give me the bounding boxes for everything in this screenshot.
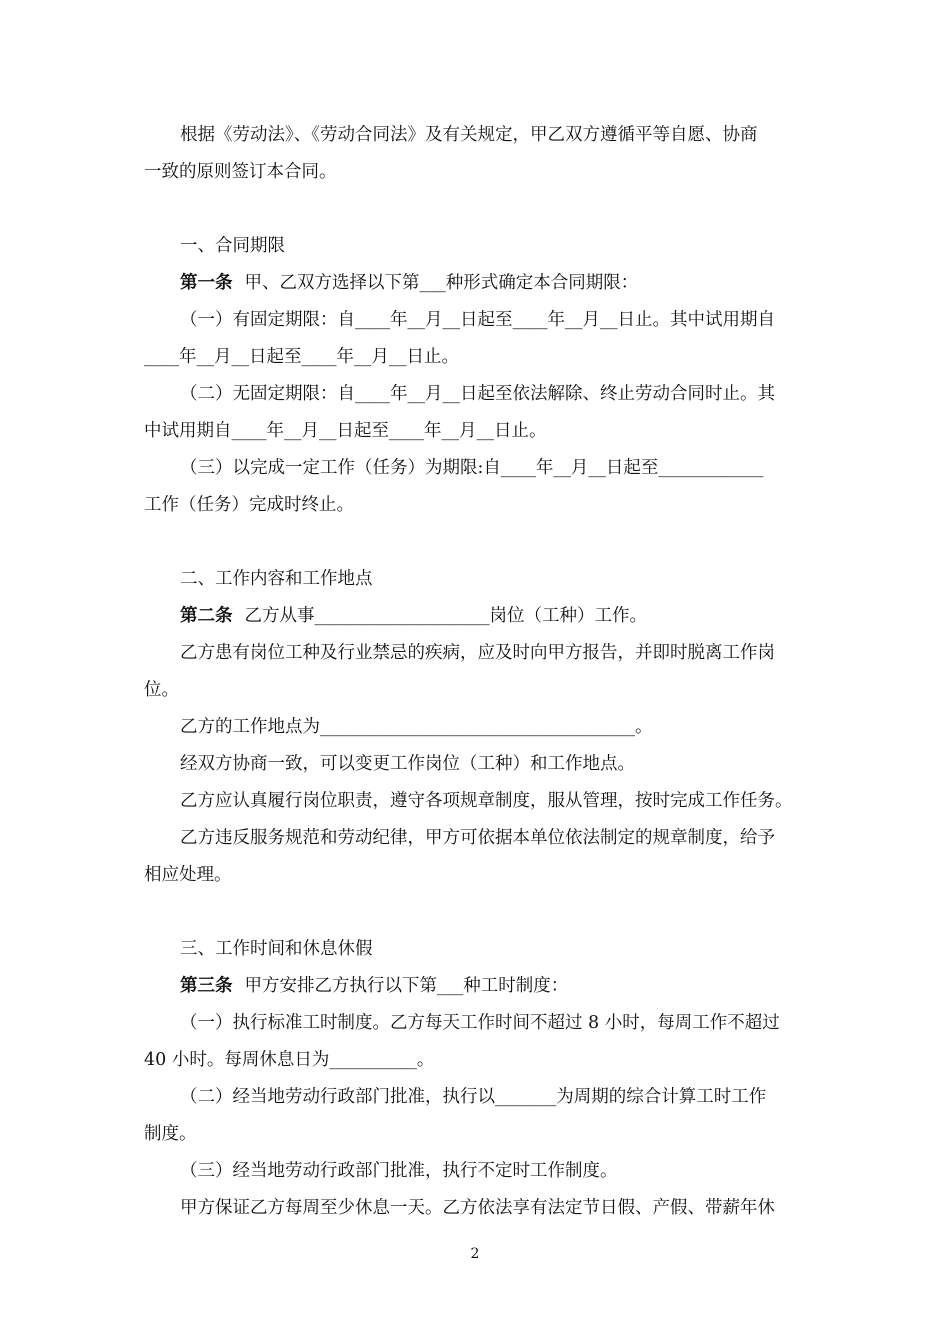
article-3-item-2-line-2: 制度。	[144, 1124, 197, 1144]
article-3-item-1-line-2: 40 小时。每周休息日为__________。	[144, 1050, 435, 1070]
article-2-paragraph-4: 乙方应认真履行岗位职责，遵守各项规章制度，服从管理，按时完成工作任务。	[180, 791, 793, 811]
article-3-item-1-line-1: （一）执行标准工时制度。乙方每天工作时间不超过 8 小时，每周工作不超过	[180, 1013, 780, 1033]
page-number: 2	[470, 1246, 480, 1262]
article-1-item-2-line-1: （二）无固定期限：自____年__月__日起至依法解除、终止劳动合同时止。其	[180, 384, 775, 404]
article-2-text: 乙方从事____________________岗位（工种）工作。	[244, 606, 647, 626]
article-1-item-3-line-2: 工作（任务）完成时终止。	[144, 495, 354, 515]
article-3-item-3: （三）经当地劳动行政部门批准，执行不定时工作制度。	[180, 1161, 618, 1181]
article-1	[180, 271, 850, 295]
article-2-label: 第二条	[180, 606, 233, 626]
article-2-paragraph-5-line-2: 相应处理。	[144, 865, 232, 885]
article-2-paragraph-5-line-1: 乙方违反服务规范和劳动纪律，甲方可依据本单位依法制定的规章制度，给予	[180, 828, 775, 848]
article-3-item-2-line-1: （二）经当地劳动行政部门批准，执行以_______为周期的综合计算工时工作	[180, 1087, 767, 1107]
article-1-label: 第一条	[180, 273, 233, 293]
article-2-paragraph-1-line-2: 位。	[144, 680, 179, 700]
article-1-item-3-line-1: （三）以完成一定工作（任务）为期限:自____年__月__日起至____________	[180, 458, 764, 478]
intro-paragraph-line-2: 一致的原则签订本合同。	[144, 162, 337, 182]
section-2-heading: 二、工作内容和工作地点	[180, 569, 373, 589]
article-2-paragraph-1-line-1: 乙方患有岗位工种及行业禁忌的疾病，应及时向甲方报告，并即时脱离工作岗	[180, 643, 775, 663]
section-1-heading: 一、合同期限	[180, 236, 285, 256]
intro-paragraph-line-1: 根据《劳动法》、《劳动合同法》及有关规定，甲乙双方遵循平等自愿、协商	[180, 125, 758, 145]
article-3-paragraph-rest: 甲方保证乙方每周至少休息一天。乙方依法享有法定节日假、产假、带薪年休	[180, 1198, 775, 1218]
article-2-paragraph-2: 乙方的工作地点为____________________________________。	[180, 717, 653, 737]
article-1-item-2-line-2: 中试用期自____年__月__日起至____年__月__日止。	[144, 421, 547, 441]
section-3-heading: 三、工作时间和休息休假	[180, 939, 373, 959]
article-2-paragraph-3: 经双方协商一致，可以变更工作岗位（工种）和工作地点。	[180, 754, 635, 774]
article-3-text: 甲方安排乙方执行以下第___种工时制度：	[244, 976, 569, 996]
article-1-item-1-line-2: ____年__月__日起至____年__月__日止。	[144, 347, 459, 367]
article-1-item-1-line-1: （一）有固定期限：自____年__月__日起至____年__月__日止。其中试用期自	[180, 310, 775, 330]
article-2	[180, 604, 850, 628]
article-3-label: 第三条	[180, 976, 233, 996]
article-3	[180, 974, 850, 998]
article-1-text: 甲、乙双方选择以下第___种形式确定本合同期限：	[244, 273, 639, 293]
